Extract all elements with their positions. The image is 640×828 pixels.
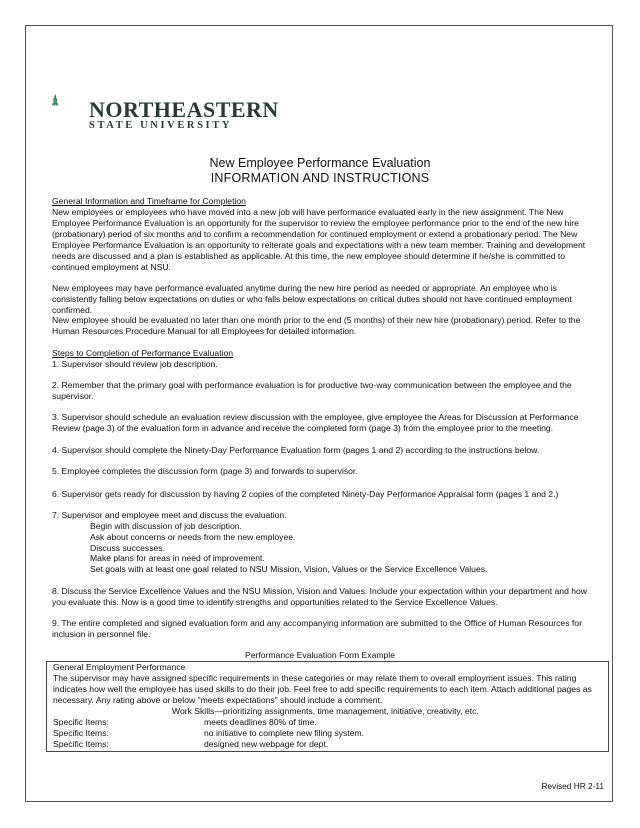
step-4: 4. Supervisor should complete the Ninety-Day Performance Evaluation form (pages 1 and 2) according to the instructions below. [52, 445, 540, 455]
step-8: 8. Discuss the Service Excellence Values and the NSU Mission, Vision and Values. Include your expectation within your department and how you evaluate this. Now is a good time to identify strengths and opportunities related to the Service Excellence Values. [52, 586, 588, 607]
step-7: 7. Supervisor and employee meet and discuss the evaluation. [52, 510, 287, 520]
specific-items-label: Specific Items: [53, 728, 109, 738]
step-6: 6. Supervisor gets ready for discussion by having 2 copies of the completed Ninety-Day Performance Appraisal form (pages 1 and 2.) [52, 489, 559, 499]
step-9: 9. The entire completed and signed evaluation form and any accompanying information are submitted to the Office of Human Resources for inclusion in personnel file. [52, 618, 582, 639]
example-paragraph: The supervisor may have assigned specific requirements in these categories or may relate them to overall employment issues. This rating indicates how well the employee has used skills to do their job. Feel free to add specific requirements to each item. Attach additional pages as necessary. Any rating above or below "meets expectations" should include a comment. [53, 673, 592, 705]
step-3: 3. Supervisor should schedule an evaluation review discussion with the employee, give employee the Areas for Discussion at Performance Review (page 3) of the evaluation form in advance and receive the completed form (page 3) from the employee prior to the meeting. [52, 412, 579, 433]
clock-tower-icon [52, 66, 88, 134]
work-skills-line: Work Skills—prioritizing assignments, time management, initiative, creativity, etc. [172, 706, 479, 716]
step-7-sub-item: Ask about concerns or needs from the new employee. [90, 532, 296, 542]
general-paragraph-3: New employee should be evaluated no later than one month prior to the end (5 months) of their new hire (probationary) period. Refer to the Human Resources Procedure Manual for all Employees for detailed information. [52, 315, 581, 336]
specific-items-label: Specific Items: [53, 717, 109, 727]
example-heading: General Employment Performance [53, 662, 186, 672]
step-2: 2. Remember that the primary goal with performance evaluation is for productive two-way communication between the employee and the supervisor. [52, 380, 572, 401]
logo-name: NORTHEASTERN [89, 97, 279, 122]
document-title: New Employee Performance Evaluation [209, 156, 431, 170]
step-7-sub-item: Set goals with at least one goal related to NSU Mission, Vision, Values or the Service Excellence Values. [90, 564, 488, 574]
step-7-sub-item: Make plans for areas in need of improvement. [90, 553, 265, 563]
example-box [46, 661, 609, 752]
steps-heading: Steps to Completion of Performance Evaluation [52, 348, 234, 358]
step-7-sub-item: Discuss successes. [90, 543, 165, 553]
general-paragraph-2: New employees may have performance evaluated anytime during the new hire period as needed or appropriate. An employee who is consistently falling below expectations on duties or who falls below expectations on critical duties should not have continued employment confirmed. [52, 283, 572, 315]
specific-items-value: meets deadlines 80% of time. [204, 717, 317, 727]
specific-items-value: no initiative to complete new filing system. [204, 728, 365, 738]
example-title: Performance Evaluation Form Example [245, 650, 395, 660]
step-7-sub-item: Begin with discussion of job description. [90, 521, 242, 531]
document-subtitle: INFORMATION AND INSTRUCTIONS [210, 171, 430, 185]
general-heading: General Information and Timeframe for Completion [52, 196, 246, 206]
step-1: 1. Supervisor should review job description. [52, 359, 218, 369]
specific-items-value: designed new webpage for dept. [204, 739, 329, 749]
specific-items-label: Specific Items: [53, 739, 109, 749]
revised-label: Revised HR 2-11 [541, 781, 604, 791]
step-5: 5. Employee completes the discussion form (page 3) and forwards to supervisor. [52, 466, 358, 476]
general-paragraph-1: New employees or employees who have moved into a new job will have performance evaluated early in the new assignment. The New Employee Performance Evaluation is an opportunity for the supervisor to review the employee performance prior to the end of the new hire (probationary) period of six months and to confirm a recommendation for continued employment or extend a probationary period. The New Employee Performance Evaluation is an opportunity to reiterate goals and expectations with a new team member. Training and development needs are discussed and a plan is established as applicable. At this time, the new employee should determine if he/she is committed to continued employment at NSU. [52, 207, 586, 272]
logo-subtitle: STATE UNIVERSITY [89, 120, 233, 131]
